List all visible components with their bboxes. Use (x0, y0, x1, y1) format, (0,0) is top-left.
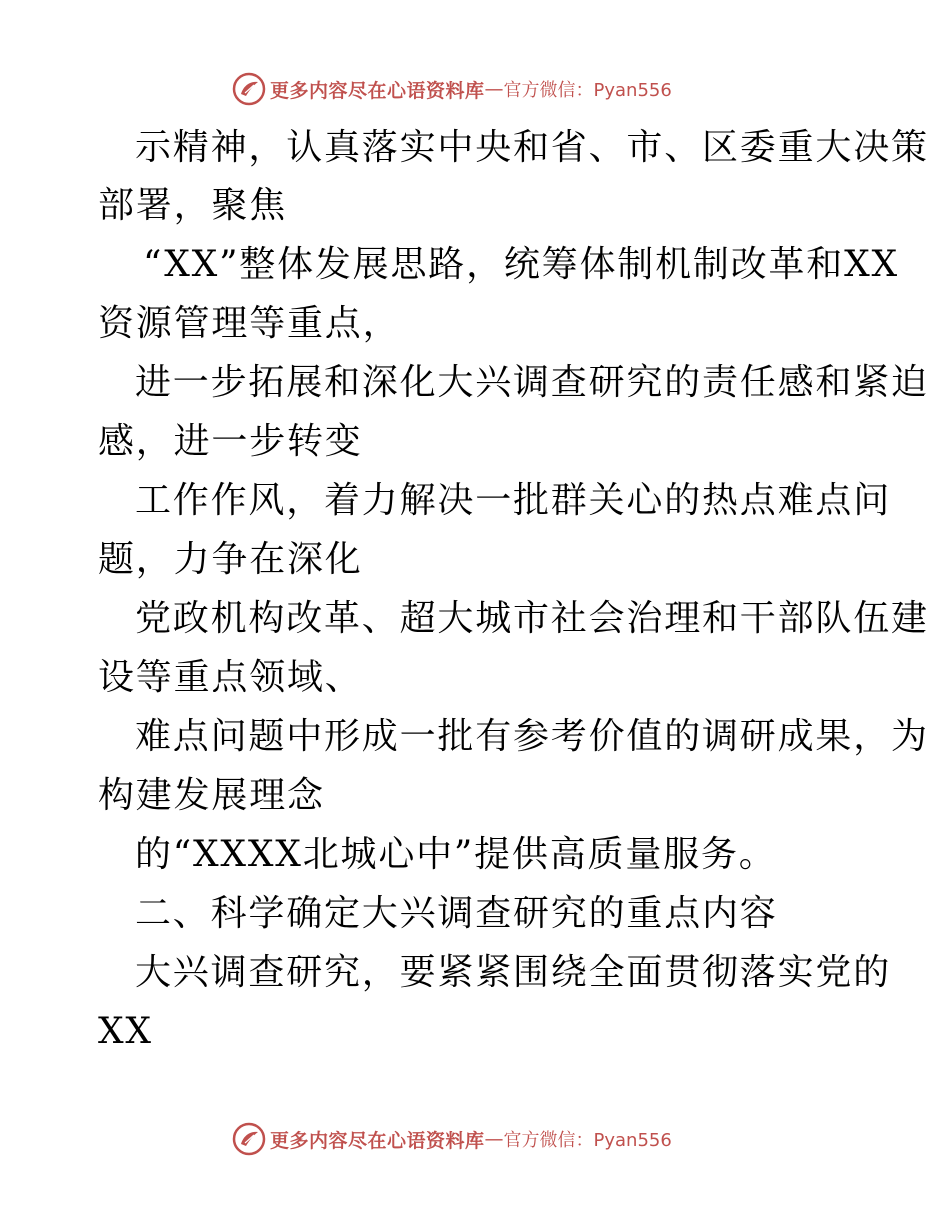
body-line: 党政机构改革、超大城市社会治理和干部队伍建 (135, 598, 929, 639)
banner-wechat-text: 官方微信：Pyan556 (503, 80, 672, 101)
body-line: 示精神，认真落实中央和省、市、区委重大决策 (135, 127, 929, 168)
body-line: 进一步拓展和深化大兴调查研究的责任感和紧迫 (135, 362, 929, 403)
body-line: 工作作风，着力解决一批群关心的热点难点问 (135, 480, 892, 521)
body-line: XX (98, 1011, 153, 1052)
header-banner (232, 72, 672, 106)
section-heading: 二、科学确定大兴调查研究的重点内容 (135, 893, 778, 934)
body-line: 题，力争在深化 (98, 539, 363, 580)
banner-brand-text: 更多内容尽在心语资料库 (270, 1129, 485, 1152)
body-line: 的“XXXX北城心中”提供高质量服务。 (135, 834, 777, 875)
banner-separator: — (484, 1128, 504, 1150)
brand-logo-icon (232, 72, 266, 106)
body-line: “XX”整体发展思路，统筹体制机制改革和XX (143, 244, 899, 285)
body-line: 难点问题中形成一批有参考价值的调研成果，为 (135, 716, 929, 757)
banner-wechat-text: 官方微信：Pyan556 (503, 1130, 672, 1151)
body-line: 设等重点领域、 (98, 657, 363, 698)
brand-logo-icon (232, 1122, 266, 1156)
body-line: 感，进一步转变 (98, 421, 363, 462)
banner-separator: — (484, 78, 504, 100)
body-line: 资源管理等重点， (98, 303, 401, 344)
body-line: 构建发展理念 (98, 775, 325, 816)
banner-brand-text: 更多内容尽在心语资料库 (270, 79, 485, 102)
footer-banner (232, 1122, 672, 1156)
body-line: 大兴调查研究，要紧紧围绕全面贯彻落实党的 (135, 952, 892, 993)
body-line: 部署，聚焦 (98, 185, 288, 226)
